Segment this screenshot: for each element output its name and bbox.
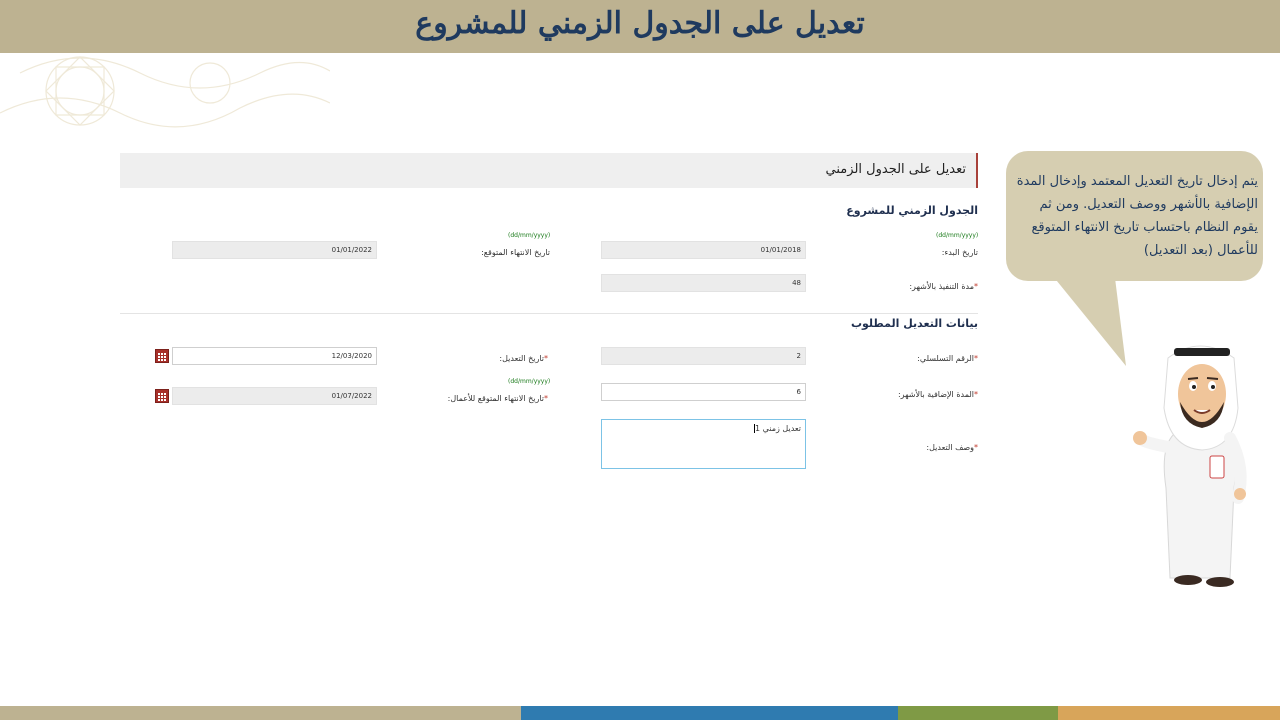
project-schedule-section-title: الجدول الزمني للمشروع: [846, 204, 978, 217]
required-mark: *: [974, 390, 978, 399]
expected-end-date-label: تاريخ الانتهاء المتوقع:: [481, 248, 550, 257]
duration-months-label: [909, 282, 978, 291]
work-end-date-calendar-button[interactable]: [155, 389, 169, 403]
required-mark: *: [974, 354, 978, 363]
form-header: [120, 153, 978, 188]
modification-date-label: [499, 354, 548, 363]
expected-work-end-date-field: 01/07/2022: [172, 387, 377, 405]
serial-number-label: [917, 354, 978, 363]
duration-months-field: 48: [601, 274, 806, 292]
decorative-ornament: [0, 53, 330, 133]
footer-strip-blue: [521, 706, 898, 720]
modification-section-title: بيانات التعديل المطلوب: [850, 317, 978, 330]
duration-months-label-text: مدة التنفيذ بالأشهر:: [909, 282, 974, 291]
section-divider: [120, 313, 978, 314]
serial-number-label-text: الرقم التسلسلي:: [917, 354, 974, 363]
description-label: [926, 443, 978, 452]
footer-strip-sand: [0, 706, 521, 720]
required-mark: *: [974, 443, 978, 452]
required-mark: *: [544, 354, 548, 363]
form-header-title: تعديل على الجدول الزمني: [825, 162, 966, 177]
description-text: تعديل زمني 1: [755, 424, 801, 433]
modification-date-input[interactable]: 12/03/2020: [172, 347, 377, 365]
description-label-text: وصف التعديل:: [926, 443, 974, 452]
start-date-format-hint: (dd/mm/yyyy): [936, 232, 979, 239]
expected-work-end-date-label-text: تاريخ الانتهاء المتوقع للأعمال:: [447, 394, 544, 403]
additional-months-input[interactable]: 6: [601, 383, 806, 401]
required-mark: *: [974, 282, 978, 291]
footer-strip-green: [898, 706, 1058, 720]
modification-date-calendar-button[interactable]: [155, 349, 169, 363]
modification-date-label-text: تاريخ التعديل:: [499, 354, 544, 363]
serial-number-field: 2: [601, 347, 806, 365]
callout-tail: [1040, 270, 1140, 370]
calendar-icon: [158, 393, 166, 401]
slide-title: تعديل على الجدول الزمني للمشروع: [415, 6, 865, 41]
start-date-field: 01/01/2018: [601, 241, 806, 259]
work-end-date-format-hint: (dd/mm/yyyy): [508, 378, 551, 385]
required-mark: *: [544, 394, 548, 403]
additional-months-label-text: المدة الإضافية بالأشهر:: [897, 390, 974, 399]
expected-end-date-field: 01/01/2022: [172, 241, 377, 259]
expected-end-date-format-hint: (dd/mm/yyyy): [508, 232, 551, 239]
additional-months-label: [898, 390, 978, 399]
callout-text: يتم إدخال تاريخ التعديل المعتمد وإدخال المدة الإضافية بالأشهر ووصف التعديل. ومن ثم يقوم النظام باحتساب تاريخ الانتهاء المتوقع للأعمال (بعد التعديل): [1016, 174, 1258, 258]
expected-work-end-date-label: [448, 394, 548, 403]
presenter-character-illustration: [1130, 338, 1260, 590]
description-textarea[interactable]: [601, 419, 806, 469]
footer-strip-gold: [1058, 706, 1280, 720]
calendar-icon: [158, 353, 166, 361]
start-date-label: تاريخ البدء:: [941, 248, 978, 257]
